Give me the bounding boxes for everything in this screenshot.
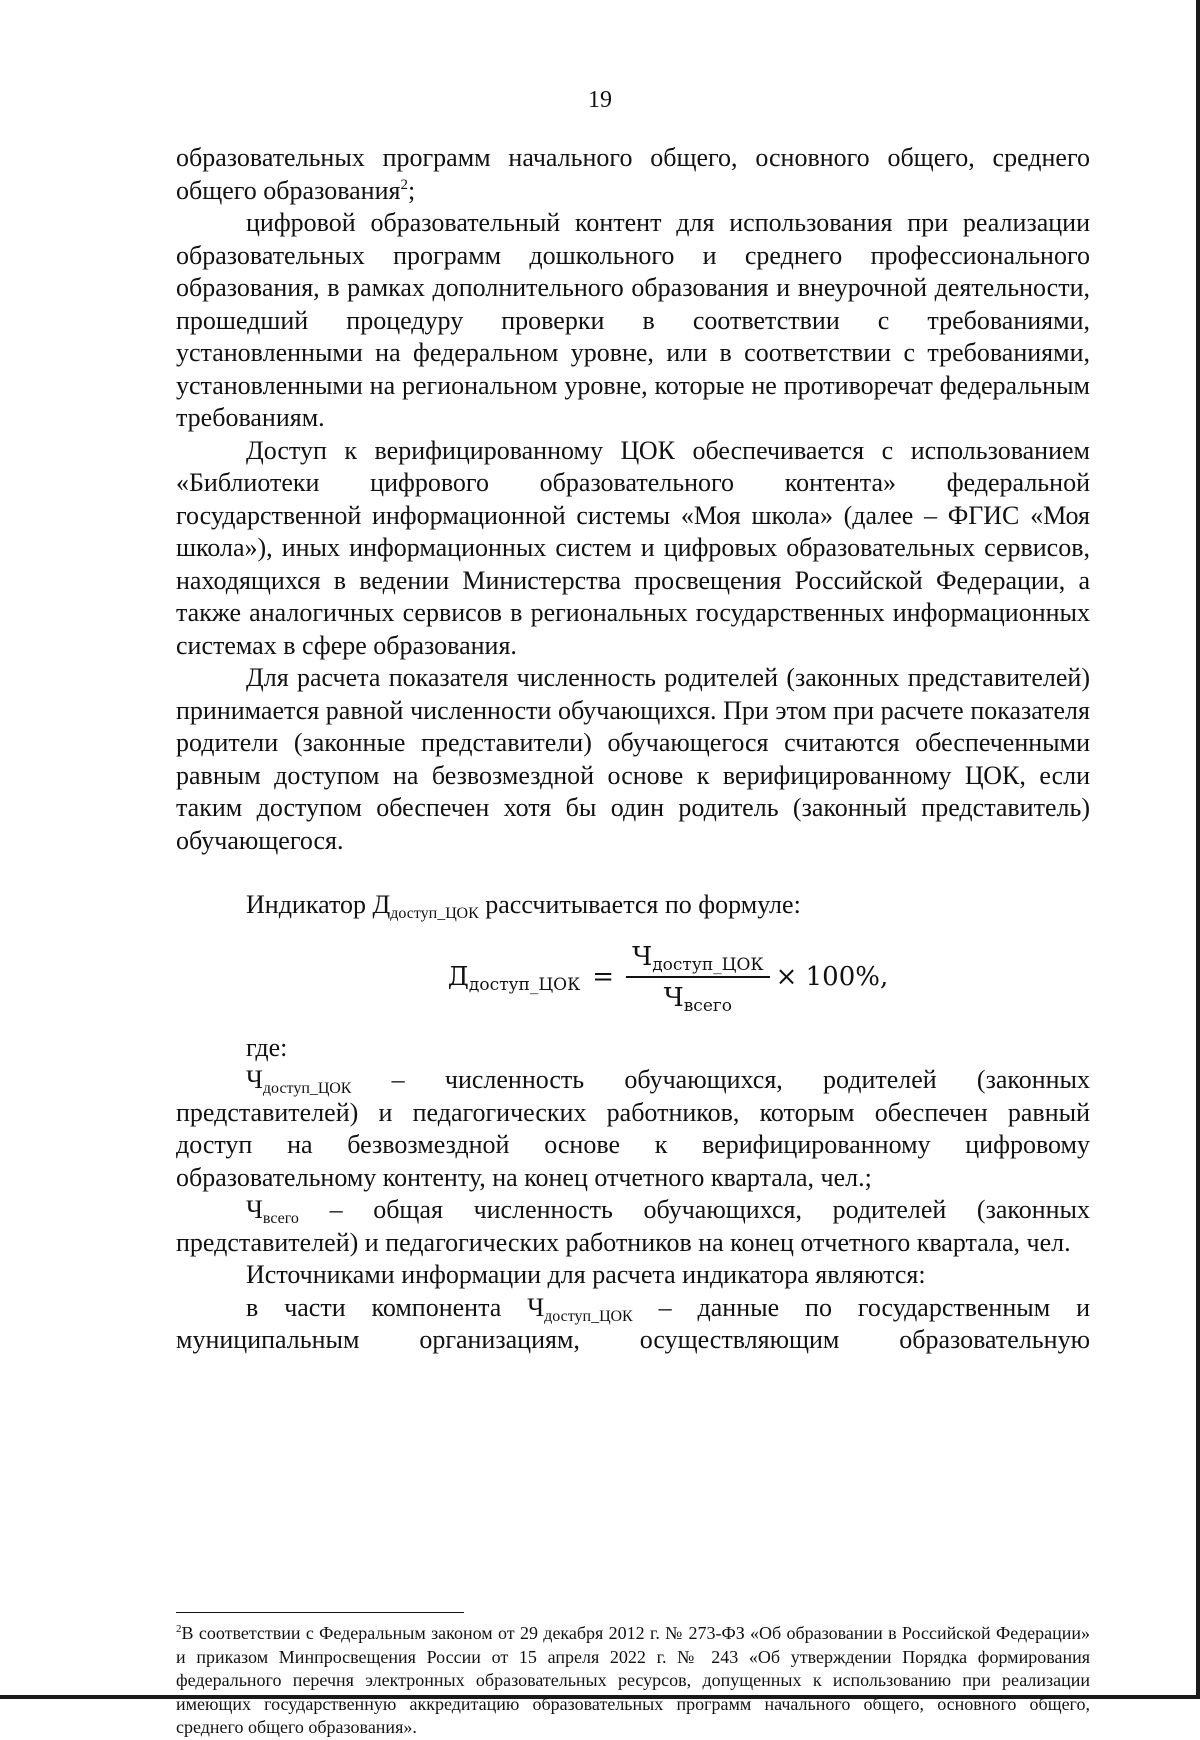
document-body bbox=[176, 142, 1090, 1357]
definition-total bbox=[176, 1194, 1090, 1259]
indicator-intro-text: Индикатор Д bbox=[246, 890, 391, 919]
sources-component-subscript: доступ_ЦОК bbox=[544, 1307, 633, 1325]
page-edge-right bbox=[1196, 0, 1200, 1699]
definition-total-base: Ч bbox=[246, 1195, 263, 1224]
definition-total-subscript: всего bbox=[262, 1210, 299, 1227]
where-label: где: bbox=[246, 1032, 288, 1062]
paragraph-digital-content: цифровой образовательный контент для использования при реализации образовательных программ дошкольного и среднего профессионального образования, в рамках дополнительного образования и внеурочной деятельности, прошедший процедуру проверки в соответствии с требованиями, установленными на федеральном уровне, или в соответствии с требованиями, установленными на региональном уровне, которые не противоречат федеральным требованиям. bbox=[176, 208, 1090, 432]
formula-equals: = bbox=[592, 962, 615, 993]
definition-access-text: – численность обучающихся, родителей (законных представителей) и педагогических работников, которым обеспечен равный доступ на безвозмездной основе к верифицированному цифровому образовательному контенту, на конец отчетного квартала, чел.; bbox=[176, 1065, 1090, 1192]
definition-access-subscript: доступ_ЦОК bbox=[262, 1080, 352, 1097]
paragraph-parents: Для расчета показателя численность родителей (законных представителей) принимается равной численности обучающихся. При этом при расчете показателя родители (законные представители) обучающегося считаются обеспеченными равным доступом на безвозмездной основе к верифицированному ЦОК, если таким доступом обеспечен хотя бы один родитель (законный представитель) обучающегося. bbox=[176, 663, 1090, 855]
indicator-subscript: доступ_ЦОК bbox=[390, 905, 479, 922]
formula bbox=[246, 940, 1090, 1016]
formula-lhs-subscript: доступ_ЦОК bbox=[468, 975, 581, 996]
definition-access bbox=[176, 1064, 1090, 1194]
formula-numerator-base: Ч bbox=[632, 941, 653, 972]
definition-total-text: – общая численность обучающихся, родителей (законных представителей) и педагогических работников на конец отчетного квартала, чел. bbox=[176, 1195, 1090, 1257]
formula-numerator bbox=[626, 940, 770, 978]
sources-intro: Источниками информации для расчета индикатора являются: bbox=[246, 1260, 926, 1289]
page-number: 19 bbox=[588, 87, 612, 113]
formula-fraction bbox=[626, 940, 770, 1016]
formula-lhs-base: Д bbox=[447, 962, 469, 993]
indicator-intro bbox=[176, 889, 1090, 922]
sources-component-text: в части компонента Ч bbox=[246, 1292, 545, 1322]
formula-denominator-subscript: всего bbox=[683, 995, 733, 1016]
paragraph-access: Доступ к верифицированному ЦОК обеспечивается с использованием «Библиотеки цифрового образовательного контента» федеральной государственной информационной системы «Моя школа» (далее – ФГИС «Моя школа»), иных информационных систем и цифровых образовательных сервисов, находящихся в ведении Министерства просвещения Российской Федерации, а также аналогичных сервисов в региональных государственных информационных системах в сфере образования. bbox=[176, 435, 1090, 660]
formula-denominator bbox=[658, 978, 738, 1016]
indicator-intro-tail: рассчитывается по формуле: bbox=[478, 890, 801, 919]
definition-access-base: Ч bbox=[246, 1065, 263, 1094]
footnote-number: 2 bbox=[176, 1623, 182, 1635]
footnote-reference[interactable]: 2 bbox=[400, 176, 408, 193]
formula-denominator-base: Ч bbox=[663, 982, 684, 1013]
sources-component-tail: – данные по государственным и муниципальным организациям, осуществляющим образовательную bbox=[176, 1292, 1090, 1354]
footnote bbox=[176, 1622, 1090, 1740]
footnote-text: В соответствии с Федеральным законом от 29 декабря 2012 г. № 273-ФЗ «Об образовании в Российской Федерации» и приказом Минпросвещения России от 15 апреля 2022 г. № 243 «Об утверждении Порядка формирования федерального перечня электронных образовательных ресурсов, допущенных к использованию при реализации имеющих государственную аккредитацию образовательных программ начального общего, основного общего, среднего общего образования». bbox=[176, 1623, 1090, 1737]
sources-component bbox=[176, 1292, 1090, 1357]
footnote-separator bbox=[176, 1612, 464, 1613]
formula-lhs bbox=[448, 961, 581, 994]
paragraph-continuation bbox=[176, 142, 1090, 207]
formula-numerator-subscript: доступ_ЦОК bbox=[652, 954, 764, 975]
formula-multiplier: × 100%, bbox=[775, 962, 889, 993]
paragraph-text: образовательных программ начального общего, основного общего, среднего общего образования bbox=[176, 143, 1090, 205]
paragraph-end: ; bbox=[407, 175, 416, 205]
